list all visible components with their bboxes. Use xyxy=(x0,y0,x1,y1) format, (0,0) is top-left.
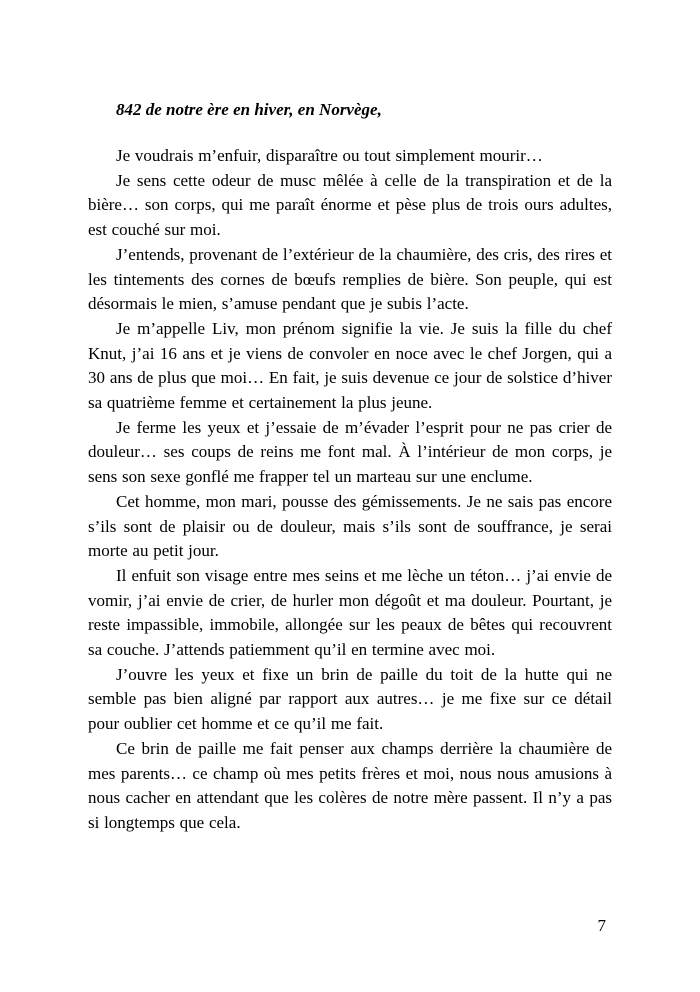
body-paragraph: Je m’appelle Liv, mon prénom signifie la vie. Je suis la fille du chef Knut, j’ai 16 ans et je viens de convoler en noce avec le chef Jorgen, qui a 30 ans de plus que moi… En fait, je suis devenue ce jour de solstice d’hiver sa quatrième femme et certainement la plus jeune. xyxy=(88,318,612,413)
body-text xyxy=(88,144,612,836)
body-paragraph: J’entends, provenant de l’extérieur de la chaumière, des cris, des rires et les tintements des cornes de bœufs remplies de bière. Son peuple, qui est désormais le mien, s’amuse pendant que je subis l’acte. xyxy=(88,244,612,314)
body-paragraph: Je sens cette odeur de musc mêlée à celle de la transpiration et de la bière… son corps, qui me paraît énorme et pèse plus de trois ours adultes, est couché sur moi. xyxy=(88,170,612,240)
body-paragraph: J’ouvre les yeux et fixe un brin de paille du toit de la hutte qui ne semble pas bien aligné par rapport aux autres… je me fixe sur ce détail pour oublier cet homme et ce qu’il me fait. xyxy=(88,664,612,734)
page-number: 7 xyxy=(597,916,606,935)
chapter-heading: 842 de notre ère en hiver, en Norvège, xyxy=(116,100,382,119)
body-paragraph: Ce brin de paille me fait penser aux champs derrière la chaumière de mes parents… ce champ où mes petits frères et moi, nous nous amusions à nous cacher en attendant que les colères de notre mère passent. Il n’y a pas si longtemps que cela. xyxy=(88,738,612,832)
body-paragraph: Il enfuit son visage entre mes seins et me lèche un téton… j’ai envie de vomir, j’ai envie de crier, de hurler mon dégoût et ma douleur. Pourtant, je reste impassible, immobile, allongée sur les peaux de bêtes qui recouvrent sa couche. J’attends patiemment qu’il en termine avec moi. xyxy=(88,565,612,660)
body-paragraph: Je ferme les yeux et j’essaie de m’évader l’esprit pour ne pas crier de douleur… ses coups de reins me font mal. À l’intérieur de mon corps, je sens son sexe gonflé me frapper tel un marteau sur une enclume. xyxy=(88,417,612,487)
body-paragraph: Cet homme, mon mari, pousse des gémissements. Je ne sais pas encore s’ils sont de plaisir ou de douleur, mais s’ils sont de souffrance, je serai morte au petit jour. xyxy=(88,491,612,561)
body-paragraph: Je voudrais m’enfuir, disparaître ou tout simplement mourir… xyxy=(116,146,543,165)
